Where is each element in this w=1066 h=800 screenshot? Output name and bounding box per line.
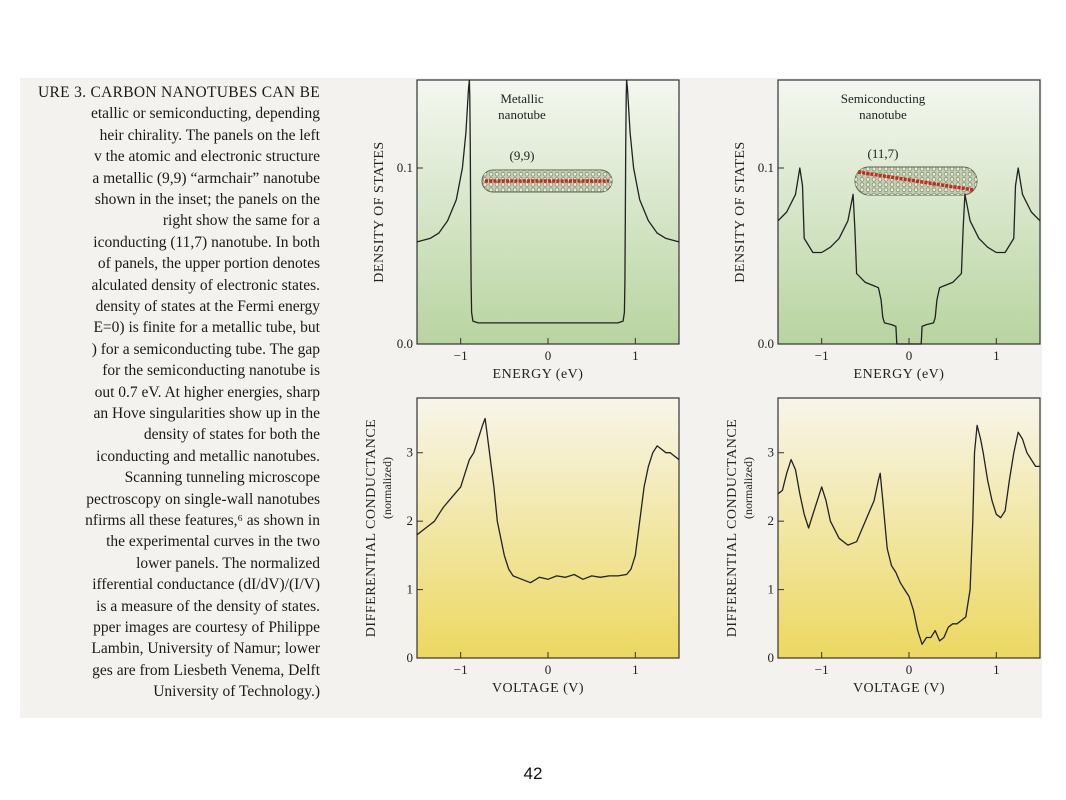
caption-line: Scanning tunneling microscope [124, 469, 320, 487]
x-axis-label: VOLTAGE (V) [491, 681, 585, 696]
caption-line: v the atomic and electronic structure [94, 148, 320, 166]
y-tick-label: 2 [406, 513, 413, 529]
x-tick-label: 0 [905, 348, 913, 363]
x-axis-label: VOLTAGE (V) [852, 681, 946, 696]
x-tick-label: −1 [814, 348, 829, 363]
y-axis-sublabel: (normalized) [380, 457, 394, 519]
caption-line: ges are from Liesbeth Venema, Delft [92, 661, 320, 679]
caption-line: heir chirality. The panels on the left [99, 126, 320, 144]
y-axis-sublabel: (normalized) [741, 457, 755, 519]
x-tick-label: 0 [544, 348, 552, 363]
plot-area [417, 398, 679, 658]
scanned-page [20, 78, 1042, 718]
x-tick-label: 1 [993, 662, 1000, 677]
caption-line: right show the same for a [162, 212, 320, 230]
semiconducting-dos-panel [715, 78, 1042, 383]
caption-line: is a measure of the density of states. [96, 597, 320, 615]
inset-chirality-label: (11,7) [867, 146, 899, 161]
caption-line: iconducting (11,7) nanotube. In both [93, 233, 320, 251]
y-axis-label: DENSITY OF STATES [733, 141, 748, 283]
x-tick-label: −1 [814, 662, 829, 677]
metallic-conductance-panel [350, 383, 680, 713]
caption-line: lower panels. The normalized [136, 554, 320, 572]
caption-line: of panels, the upper portion denotes [97, 255, 320, 273]
x-tick-label: 1 [632, 348, 639, 363]
x-axis-label: ENERGY (eV) [853, 367, 945, 382]
y-tick-label: 1 [406, 581, 413, 597]
y-tick-label: 0 [767, 650, 774, 665]
caption-line: alculated density of electronic states. [91, 276, 320, 294]
caption-line: a metallic (9,9) “armchair” nanotube [92, 169, 320, 187]
y-tick-label: 3 [767, 444, 774, 460]
inset-title: nanotube [859, 107, 907, 122]
x-tick-label: −1 [453, 662, 468, 677]
inset-chirality-label: (9,9) [509, 148, 535, 163]
caption-line: University of Technology.) [153, 683, 320, 701]
y-tick-label: 1 [767, 581, 774, 597]
y-axis-label: DIFFERENTIAL CONDUCTANCE [725, 418, 740, 638]
y-tick-label: 0.0 [396, 336, 413, 351]
y-tick-label: 2 [767, 513, 774, 529]
metallic-dos-panel [350, 78, 680, 383]
inset-title: nanotube [498, 107, 546, 122]
x-tick-label: 0 [905, 662, 913, 677]
caption-line: ) for a semiconducting tube. The gap [91, 340, 320, 358]
plot-area [417, 80, 679, 344]
caption-line: pectroscopy on single-wall nanotubes [86, 490, 320, 508]
caption-line: E=0) is finite for a metallic tube, but [93, 319, 320, 337]
y-axis-label: DENSITY OF STATES [372, 141, 387, 283]
x-axis-label: ENERGY (eV) [492, 367, 584, 382]
caption-line: URE 3. CARBON NANOTUBES CAN BE [38, 84, 320, 101]
semiconducting-conductance-panel [715, 383, 1042, 713]
x-tick-label: −1 [453, 348, 468, 363]
y-tick-label: 0.1 [396, 160, 413, 175]
caption-line: an Hove singularities show up in the [93, 405, 320, 422]
plot-area [778, 80, 1040, 344]
y-tick-label: 0.1 [757, 160, 774, 175]
y-tick-label: 0 [406, 650, 413, 665]
caption-line: nfirms all these features,⁶ as shown in [85, 512, 320, 529]
caption-line: the experimental curves in the two [106, 533, 320, 551]
x-tick-label: 0 [544, 662, 552, 677]
page-number: 42 [523, 764, 543, 783]
caption-line: out 0.7 eV. At higher energies, sharp [94, 383, 320, 401]
caption-line: ifferential conductance (dI/dV)/(I/V) [92, 576, 320, 594]
caption-line: etallic or semiconducting, depending [91, 105, 320, 123]
caption-line: pper images are courtesy of Philippe [93, 619, 320, 636]
caption-line: for the semiconducting nanotube is [102, 362, 320, 380]
nanotube-inset-image [482, 170, 612, 192]
y-axis-label: DIFFERENTIAL CONDUCTANCE [364, 418, 379, 638]
x-tick-label: 1 [993, 348, 1000, 363]
y-tick-label: 3 [406, 444, 413, 460]
plot-area [778, 398, 1040, 658]
caption-line: shown in the inset; the panels on the [94, 191, 320, 208]
inset-title: Semiconducting [840, 91, 926, 106]
caption-line: density of states for both the [143, 426, 320, 444]
caption-line: Lambin, University of Namur; lower [91, 640, 320, 658]
nanotube-inset-image [855, 167, 977, 195]
caption-line: iconducting and metallic nanotubes. [96, 447, 320, 465]
y-tick-label: 0.0 [757, 336, 774, 351]
caption-line: density of states at the Fermi energy [95, 298, 320, 315]
inset-title: Metallic [500, 91, 544, 106]
x-tick-label: 1 [632, 662, 639, 677]
